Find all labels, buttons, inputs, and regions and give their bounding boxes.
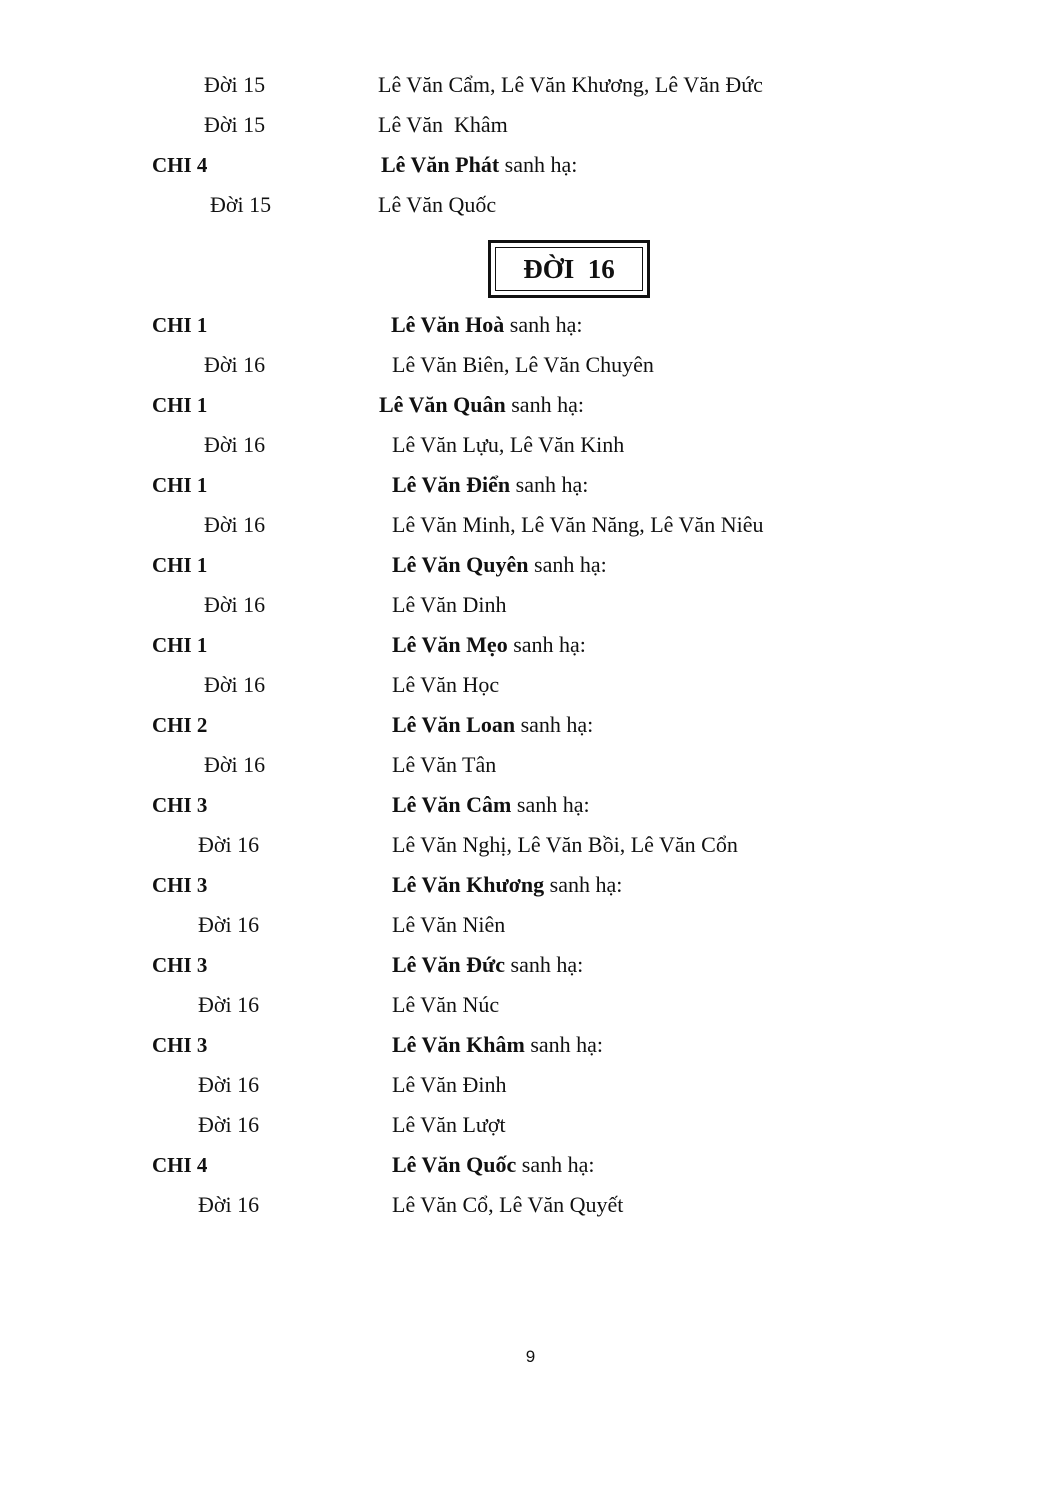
father-name: Lê Văn Hoà (391, 312, 505, 337)
father-name: Lê Văn Mẹo (392, 632, 508, 657)
gen-label: Đời 16 (198, 992, 260, 1017)
section-title: ĐỜI 16 (495, 247, 643, 291)
gen-label: Đời 16 (204, 512, 266, 537)
page-number: 9 (525, 1347, 536, 1366)
sanh-ha-text: sanh hạ: (505, 392, 584, 417)
branch-label: CHI 3 (152, 873, 208, 897)
branch-label: CHI 1 (152, 313, 208, 337)
gen-label: Đời 15 (210, 192, 272, 217)
father-entry (381, 152, 577, 178)
father-entry (392, 472, 588, 498)
gen-label: Đời 16 (204, 592, 266, 617)
sanh-ha-text: sanh hạ: (544, 872, 623, 897)
branch-label: CHI 3 (152, 953, 208, 977)
children-names: Lê Văn Cẩm, Lê Văn Khương, Lê Văn Đức (378, 72, 763, 97)
branch-label: CHI 4 (152, 153, 208, 177)
father-name: Lê Văn Quốc (392, 1152, 517, 1177)
children-names: Lê Văn Học (392, 672, 500, 697)
father-name: Lê Văn Quyên (392, 552, 529, 577)
branch-label: CHI 2 (152, 713, 208, 737)
father-entry (392, 552, 607, 578)
father-name: Lê Văn Đức (392, 952, 506, 977)
father-name: Lê Văn Khương (392, 872, 545, 897)
sanh-ha-text: sanh hạ: (499, 152, 578, 177)
father-name: Lê Văn Phát (381, 152, 500, 177)
gen-label: Đời 16 (198, 1192, 260, 1217)
sanh-ha-text: sanh hạ: (524, 1032, 604, 1057)
father-name: Lê Văn Câm (392, 792, 512, 817)
gen-label: Đời 16 (204, 432, 266, 457)
branch-label: CHI 3 (152, 793, 208, 817)
children-names: Lê Văn Đinh (392, 1072, 507, 1097)
father-name: Lê Văn Quân (379, 392, 506, 417)
branch-label: CHI 1 (152, 393, 208, 417)
father-entry (391, 312, 582, 338)
father-entry (379, 392, 584, 418)
children-names: Lê Văn Lượt (392, 1112, 506, 1137)
father-entry (392, 792, 590, 818)
father-name: Lê Văn Điển (392, 472, 511, 497)
branch-label: CHI 1 (152, 553, 208, 577)
branch-label: CHI 1 (152, 633, 208, 657)
children-names: Lê Văn Núc (392, 992, 500, 1017)
children-names: Lê Văn Dinh (392, 592, 507, 617)
gen-label: Đời 16 (198, 912, 260, 937)
gen-label: Đời 16 (204, 752, 266, 777)
sanh-ha-text: sanh hạ: (505, 952, 584, 977)
sanh-ha-text: sanh hạ: (515, 712, 594, 737)
section-title-box (488, 240, 650, 298)
father-entry (392, 632, 586, 658)
children-names: Lê Văn Niên (392, 912, 506, 937)
father-entry (392, 872, 622, 898)
gen-label: Đời 15 (204, 72, 266, 97)
sanh-ha-text: sanh hạ: (507, 632, 586, 657)
father-entry (392, 952, 583, 978)
branch-label: CHI 3 (152, 1033, 208, 1057)
sanh-ha-text: sanh hạ: (528, 552, 607, 577)
father-entry (392, 712, 593, 738)
children-names: Lê Văn Khâm (378, 112, 508, 137)
children-names: Lê Văn Biên, Lê Văn Chuyên (392, 352, 654, 377)
sanh-ha-text: sanh hạ: (516, 1152, 595, 1177)
children-names: Lê Văn Nghị, Lê Văn Bồi, Lê Văn Cổn (392, 832, 738, 857)
branch-label: CHI 1 (152, 473, 208, 497)
branch-label: CHI 4 (152, 1153, 208, 1177)
father-name: Lê Văn Loan (392, 712, 516, 737)
father-entry (392, 1152, 594, 1178)
gen-label: Đời 16 (204, 352, 266, 377)
children-names: Lê Văn Lựu, Lê Văn Kinh (392, 432, 625, 457)
gen-label: Đời 16 (204, 672, 266, 697)
children-names: Lê Văn Quốc (378, 192, 497, 217)
gen-label: Đời 16 (198, 1112, 260, 1137)
sanh-ha-text: sanh hạ: (510, 472, 589, 497)
sanh-ha-text: sanh hạ: (504, 312, 583, 337)
children-names: Lê Văn Cổ, Lê Văn Quyết (392, 1192, 624, 1217)
gen-label: Đời 15 (204, 112, 266, 137)
children-names: Lê Văn Minh, Lê Văn Năng, Lê Văn Niêu (392, 512, 764, 537)
father-name: Lê Văn Khâm (392, 1032, 525, 1057)
sanh-ha-text: sanh hạ: (511, 792, 590, 817)
gen-label: Đời 16 (198, 832, 260, 857)
gen-label: Đời 16 (198, 1072, 260, 1097)
father-entry (392, 1032, 603, 1058)
children-names: Lê Văn Tân (392, 752, 497, 777)
